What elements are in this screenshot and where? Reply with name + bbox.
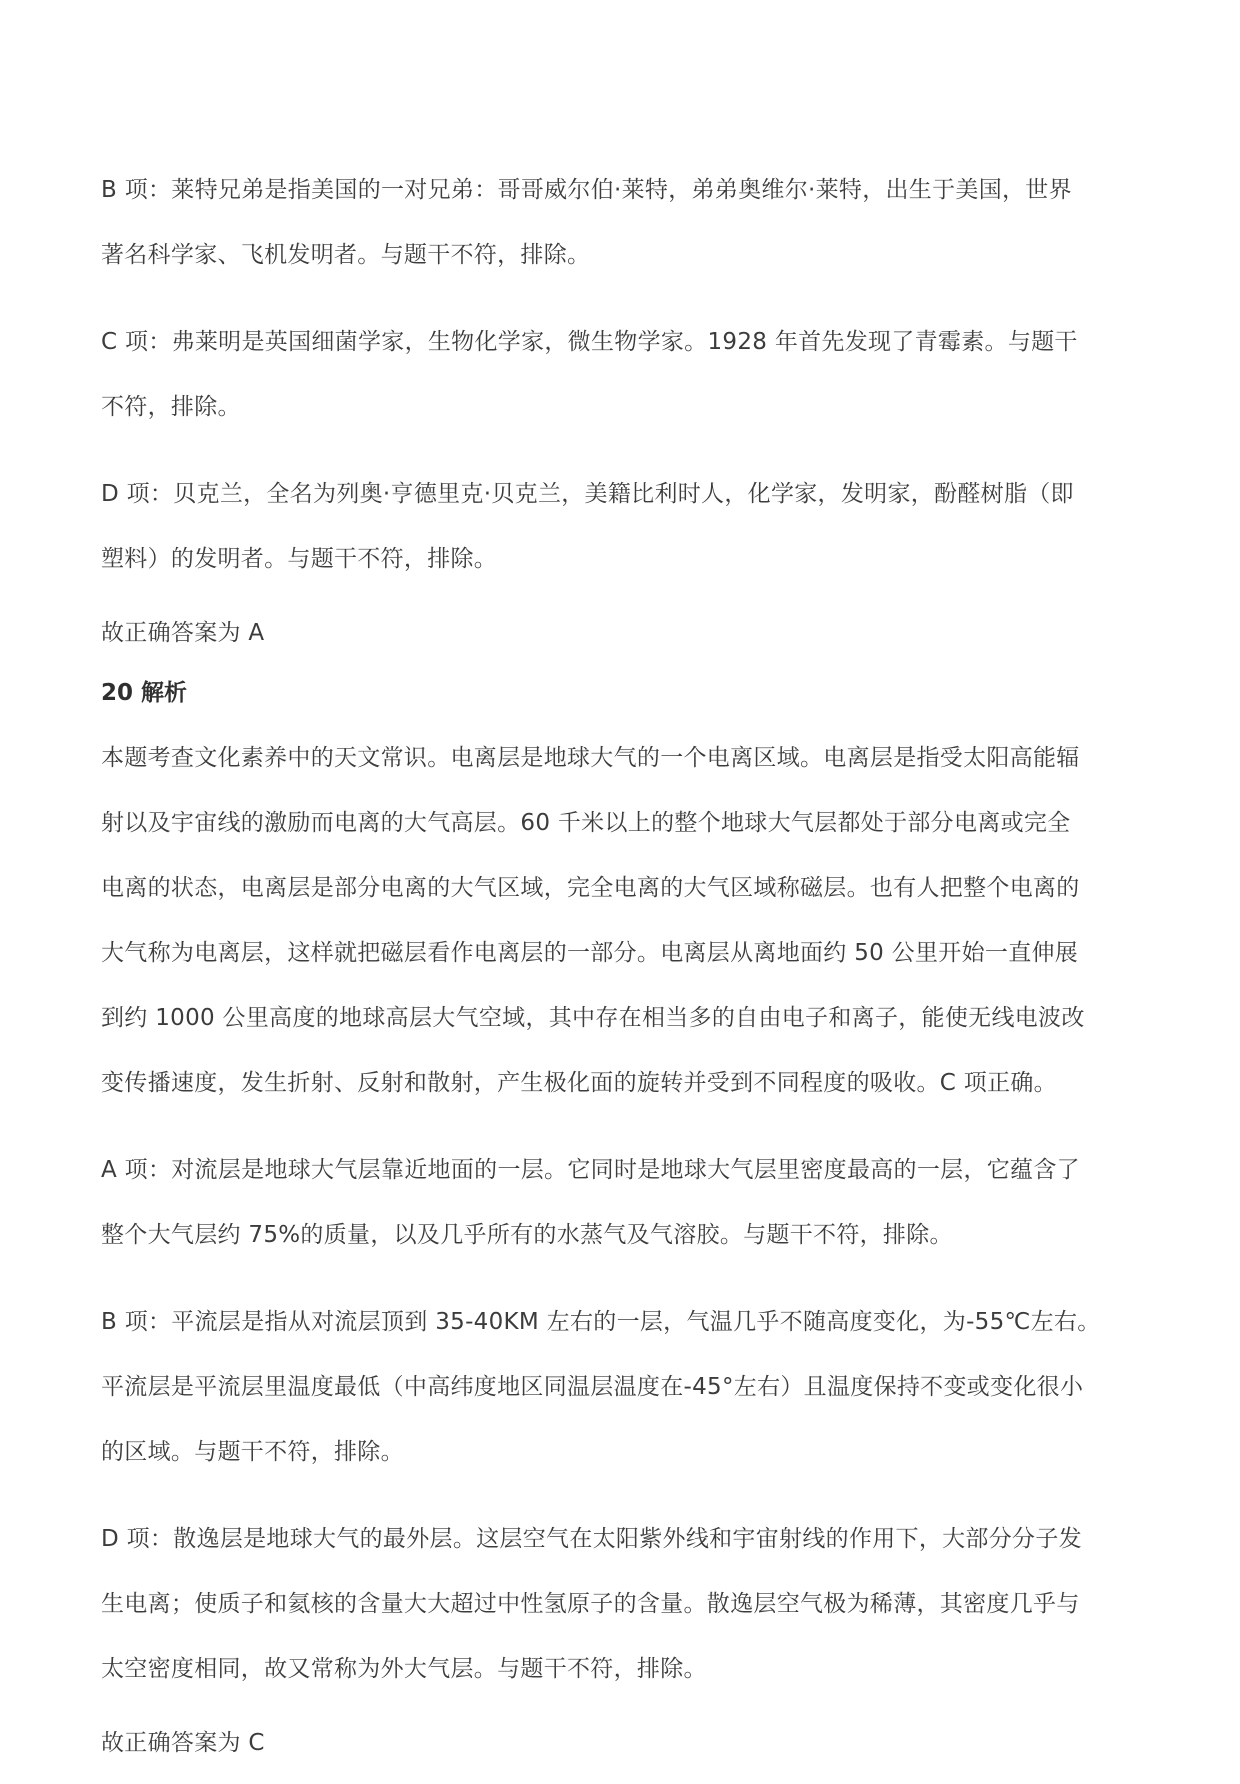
text-line: 到约 1000 公里高度的地球高层大气空域，其中存在相当多的自由电子和离子，能使无线电波改 [101,1005,1085,1031]
text-line: 故正确答案为 C [101,1730,265,1756]
answer-paragraph [101,1724,1146,1762]
option-a-paragraph [101,1138,1146,1268]
text-line: 的区域。与题干不符，排除。 [101,1439,404,1465]
section-heading: 20 解析 [101,680,188,706]
option-d-paragraph [101,1507,1146,1702]
text-line: 故正确答案为 A [101,620,265,646]
text-line: 著名科学家、飞机发明者。与题干不符，排除。 [101,242,591,268]
text-line: B 项：平流层是指从对流层顶到 35-40KM 左右的一层，气温几乎不随高度变化，为-55℃左右。 [101,1309,1101,1335]
text-line: 不符，排除。 [101,394,241,420]
text-line: 大气称为电离层，这样就把磁层看作电离层的一部分。电离层从离地面约 50 公里开始一直伸展 [101,940,1079,966]
text-line: D 项：散逸层是地球大气的最外层。这层空气在太阳紫外线和宇宙射线的作用下，大部分分子发 [101,1526,1082,1552]
text-line: 平流层是平流层里温度最低（中高纬度地区同温层温度在-45°左右）且温度保持不变或变化很小 [101,1374,1084,1400]
document-page [101,158,1146,1784]
text-line: D 项：贝克兰，全名为列奥·亨德里克·贝克兰，美籍比利时人，化学家，发明家，酚醛树脂（即 [101,481,1074,507]
option-c-paragraph [101,310,1146,440]
text-line: A 项：对流层是地球大气层靠近地面的一层。它同时是地球大气层里密度最高的一层，它蕴含了 [101,1157,1080,1183]
text-line: 变传播速度，发生折射、反射和散射，产生极化面的旋转并受到不同程度的吸收。C 项正确。 [101,1070,1057,1096]
text-line: C 项：弗莱明是英国细菌学家，生物化学家，微生物学家。1928 年首先发现了青霉素。与题干 [101,329,1078,355]
option-d-paragraph [101,462,1146,592]
text-line: 本题考查文化素养中的天文常识。电离层是地球大气的一个电离区域。电离层是指受太阳高能辐 [101,745,1080,771]
text-line: 塑料）的发明者。与题干不符，排除。 [101,546,498,572]
text-line: 电离的状态，电离层是部分电离的大气区域，完全电离的大气区域称磁层。也有人把整个电离的 [101,875,1080,901]
text-line: 射以及宇宙线的激励而电离的大气高层。60 千米以上的整个地球大气层都处于部分电离或完全 [101,810,1071,836]
text-line: B 项：莱特兄弟是指美国的一对兄弟：哥哥威尔伯·莱特，弟弟奥维尔·莱特，出生于美国，世界 [101,177,1072,203]
text-line: 整个大气层约 75%的质量，以及几乎所有的水蒸气及气溶胶。与题干不符，排除。 [101,1222,953,1248]
answer-paragraph [101,614,1146,652]
option-b-paragraph [101,1290,1146,1485]
text-line: 生电离；使质子和氦核的含量大大超过中性氢原子的含量。散逸层空气极为稀薄，其密度几乎与 [101,1591,1080,1617]
option-b-paragraph [101,158,1146,288]
explanation-paragraph [101,726,1146,1116]
text-line: 太空密度相同，故又常称为外大气层。与题干不符，排除。 [101,1656,707,1682]
